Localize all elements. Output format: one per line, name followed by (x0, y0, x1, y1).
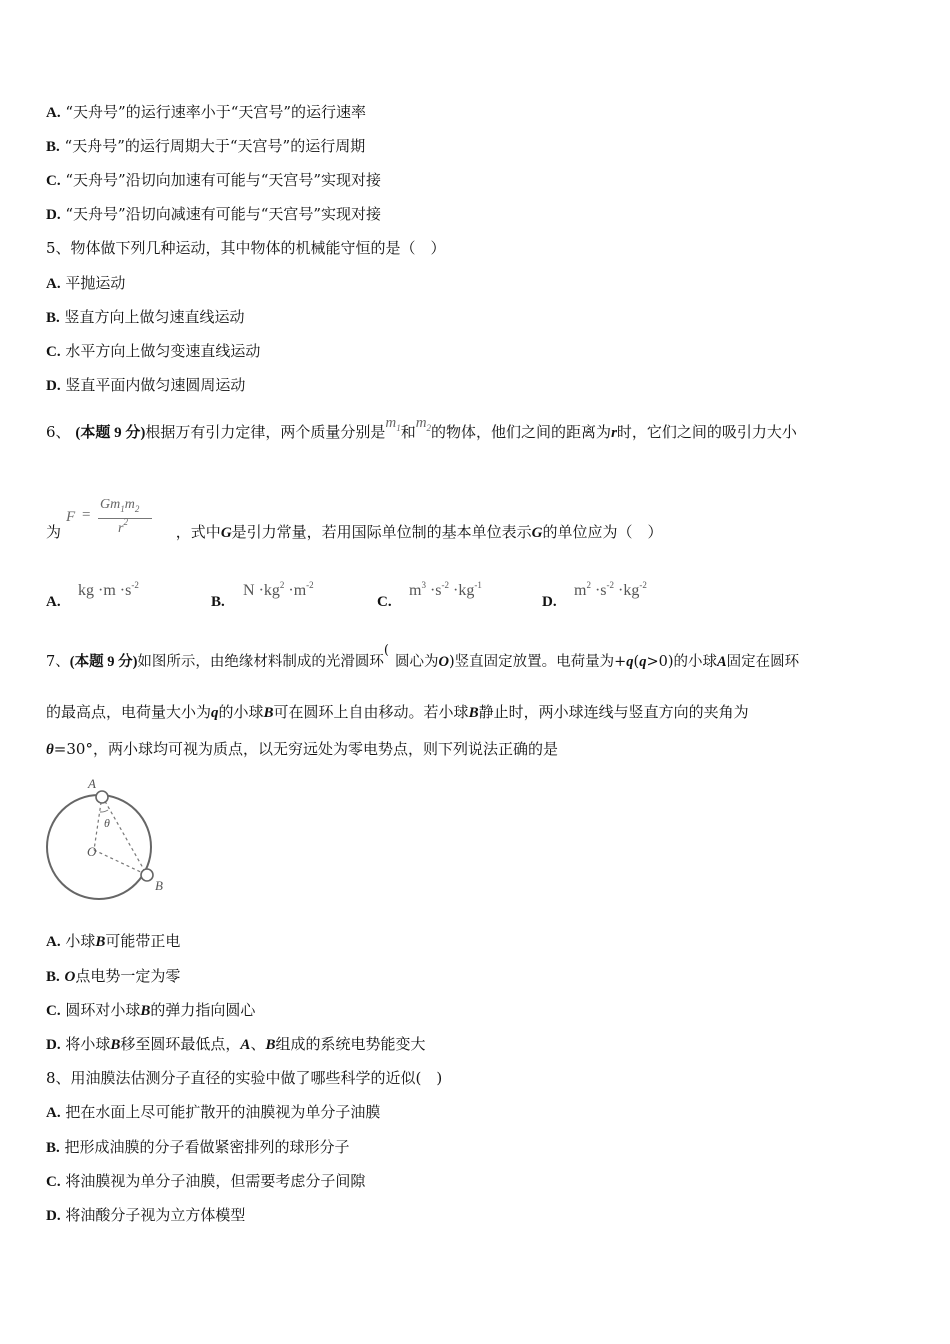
m1-symbol: $m_1$ (385, 415, 401, 433)
q7-stem-line1: 7、(本题 9 分)如图所示，由绝缘材料制成的光滑圆环(圆心为O)竖直固定放置。电荷量为+q(q>0)的小球A固定在圆环 (46, 643, 800, 670)
ball-a (96, 791, 108, 803)
q4-option-c: C. “天舟号”沿切向加速有可能与“天宫号”实现对接 (46, 171, 382, 189)
q5-option-d: D. 竖直平面内做匀速圆周运动 (46, 376, 246, 394)
ring-diagram (44, 772, 174, 912)
q7-stem-line3: θ=30°，两小球均可视为质点，以无穷远处为零电势点，则下列说法正确的是 (46, 740, 558, 758)
q7-option-a: A. 小球B可能带正电 (46, 932, 181, 950)
insulating-ring (47, 795, 151, 899)
q8-option-d: D. 将油酸分子视为立方体模型 (46, 1206, 246, 1224)
formula-denominator: $r^2$ (118, 517, 128, 536)
q5-option-a: A. 平抛运动 (46, 274, 126, 292)
ball-b (141, 869, 153, 881)
label-a: A (88, 776, 96, 791)
q8-stem: 8、用油膜法估测分子直径的实验中做了哪些科学的近似( ) (46, 1069, 443, 1087)
q6-stem-line2: 为 ，式中G是引力常量，若用国际单位制的基本单位表示G的单位应为（ ） (46, 523, 663, 541)
q6-stem-line1: 6、 (本题 9 分)根据万有引力定律，两个质量分别是$m_1$和$m_2$的物体，他们之间的距离为r时，它们之间的吸引力大小 (46, 415, 797, 441)
m2-symbol: $m_2$ (415, 415, 432, 433)
q7-option-c: C. 圆环对小球B的弹力指向圆心 (46, 1001, 256, 1019)
line-a-to-b (102, 796, 147, 875)
q4-option-b: B. “天舟号”的运行周期大于“天宫号”的运行周期 (46, 137, 366, 155)
q7-stem-line2: 的最高点，电荷量大小为q的小球B可在圆环上自由移动。若小球B静止时，两小球连线与竖直方向的夹角为 (46, 703, 749, 721)
theta-arc (100, 810, 108, 812)
q7-option-b: B. O点电势一定为零 (46, 967, 181, 985)
formula-numerator: $Gm_1m_2$ (100, 497, 140, 514)
gravitation-formula: F = $Gm_1m_2$ $r^2$ (66, 497, 166, 547)
q5-option-c: C. 水平方向上做匀变速直线运动 (46, 342, 261, 360)
vertical-line (94, 796, 102, 850)
q7-option-d: D. 将小球B移至圆环最低点，A、B组成的系统电势能变大 (46, 1035, 426, 1053)
line-o-to-b (94, 850, 147, 875)
q8-option-b: B. 把形成油膜的分子看做紧密排列的球形分子 (46, 1138, 350, 1156)
q4-option-d: D. “天舟号”沿切向减速有可能与“天宫号”实现对接 (46, 205, 382, 223)
label-o: O (87, 844, 97, 859)
q8-option-a: A. 把在水面上尽可能扩散开的油膜视为单分子油膜 (46, 1103, 381, 1121)
q5-stem: 5、物体做下列几种运动，其中物体的机械能守恒的是（ ） (46, 239, 446, 257)
q5-option-b: B. 竖直方向上做匀速直线运动 (46, 308, 245, 326)
label-theta: θ (104, 816, 110, 830)
q4-option-a: A. “天舟号”的运行速率小于“天宫号”的运行速率 (46, 103, 367, 121)
label-b: B (155, 878, 163, 893)
q8-option-c: C. 将油膜视为单分子油膜，但需要考虑分子间隙 (46, 1172, 366, 1190)
